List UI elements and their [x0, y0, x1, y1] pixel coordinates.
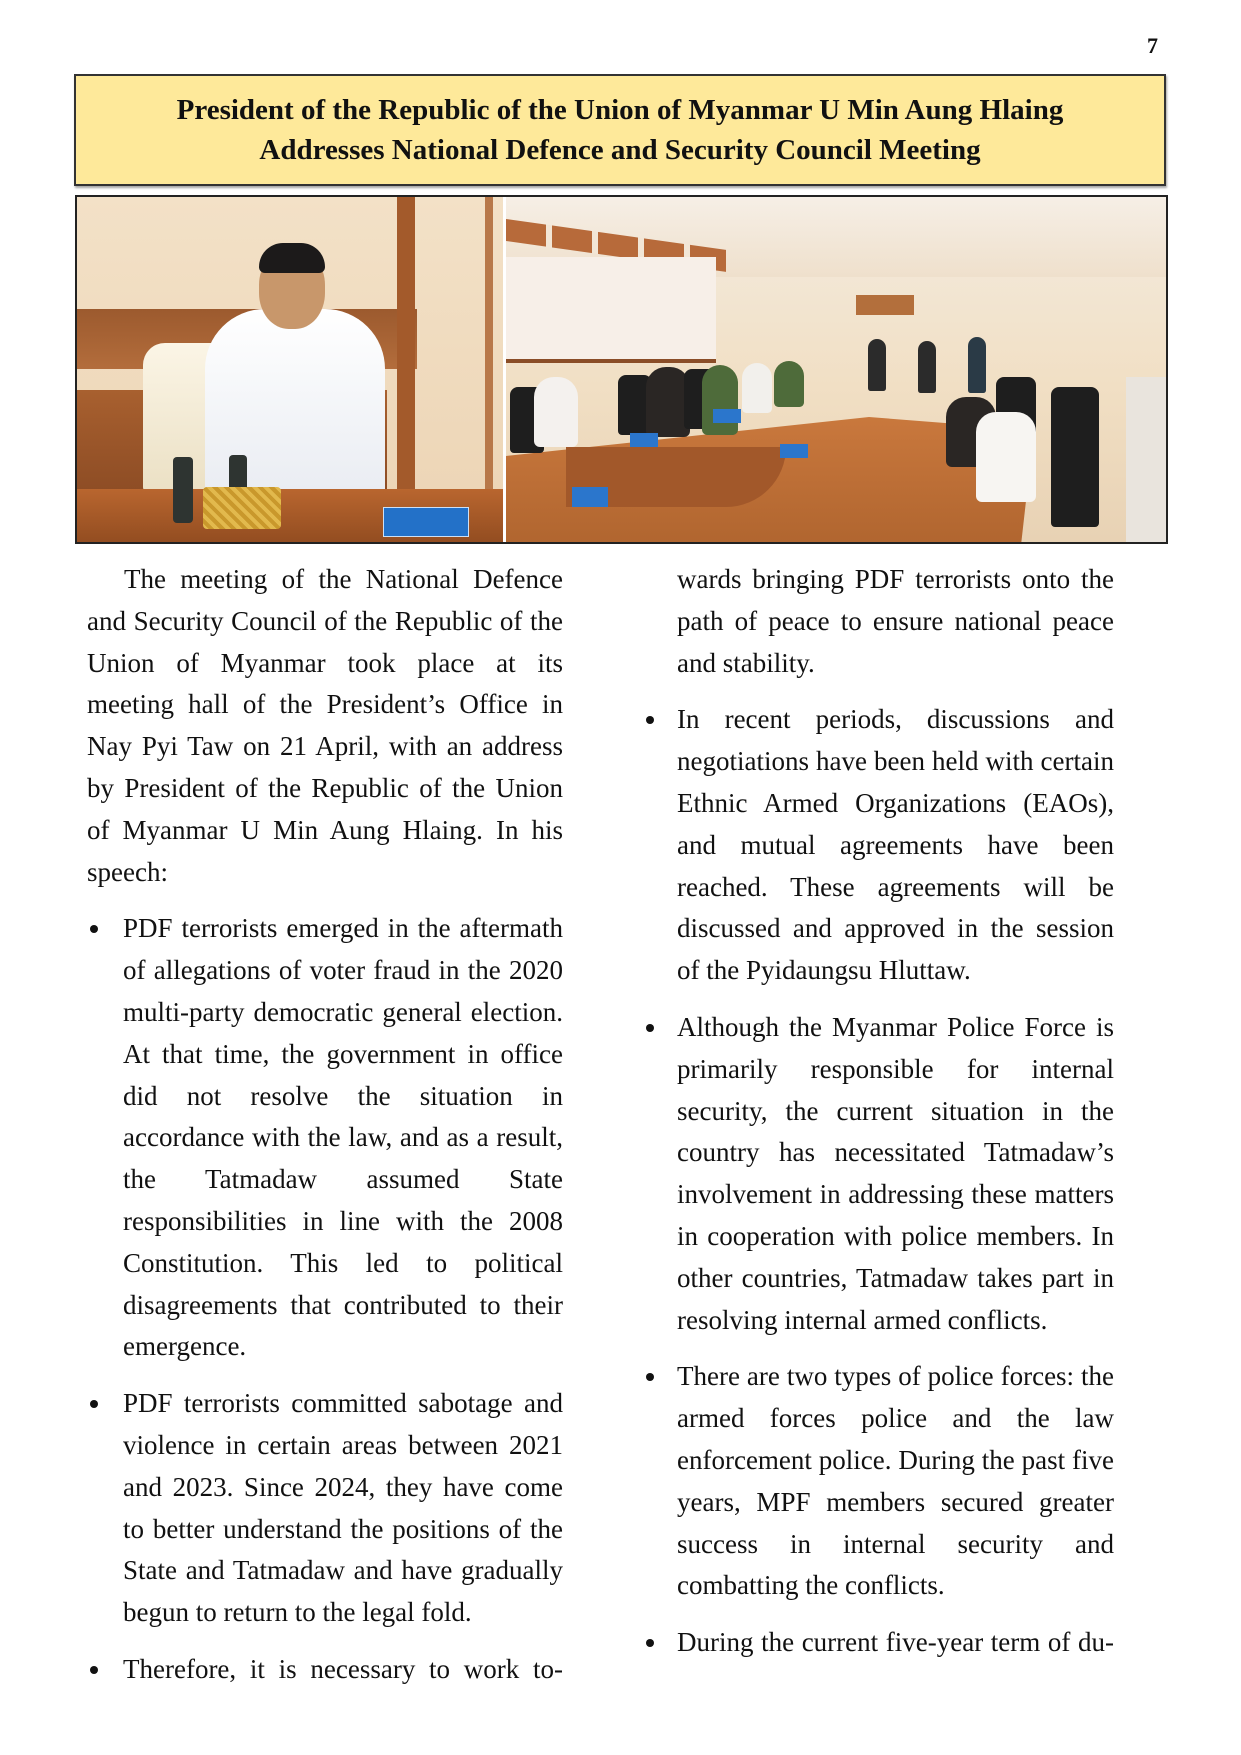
bullet-icon — [90, 925, 98, 933]
name-plate-shape — [383, 507, 469, 537]
bullet-list-right — [646, 699, 1114, 1664]
bullet-item — [646, 1356, 1114, 1607]
bullet-list-left — [87, 908, 563, 1690]
photo-president-speaking — [77, 197, 506, 542]
bullet-text: PDF terrorists committed sabotage and violence in certain areas between 2021 and 2023. Since 2024, they have come to better understand the positions of the State and Tatmadaw and have gradually begun to return to the legal fold. — [123, 1388, 563, 1628]
bullet-icon — [90, 1666, 98, 1674]
tissue-box-shape — [203, 487, 281, 529]
bullet-continuation: wards bringing PDF terrorists onto the path of peace to ensure national peace and stability. — [677, 564, 1114, 678]
page-number: 7 — [1147, 33, 1158, 58]
bullet-icon — [646, 1639, 654, 1647]
bullet-item — [646, 1622, 1114, 1664]
headline-line-1: President of the Republic of the Union of Myanmar U Min Aung Hlaing — [176, 94, 1064, 126]
bullet-item — [646, 699, 1114, 992]
bullet-item — [87, 908, 563, 1368]
bullet-item — [87, 1383, 563, 1634]
headline-line-2: Addresses National Defence and Security Council Meeting — [259, 134, 981, 166]
article-column-right — [646, 559, 1114, 1664]
bullet-icon — [646, 716, 654, 724]
article-column-left — [87, 559, 563, 1691]
bullet-item — [646, 1007, 1114, 1341]
photo-strip — [75, 195, 1168, 544]
bullet-text: In recent periods, discussions and negotiations have been held with certain Ethnic Armed Organizations (EAOs), and mutual agreements have been reached. These agreements will be discussed and approved in the session of the Pyidaungsu Hluttaw. — [677, 704, 1114, 986]
screen-shape — [506, 257, 716, 363]
bullet-text: There are two types of police forces: the armed forces police and the law enforcement police. During the past five years, MPF members secured greater success in internal security and combatting the conflicts. — [677, 1361, 1114, 1601]
bullet-text: Therefore, it is necessary to work to- — [123, 1653, 563, 1684]
bullet-text: Although the Myanmar Police Force is primarily responsible for internal security, the current situation in the country has necessitated Tatmadaw’s involvement in addressing these matters in cooperation with police members. In other countries, Tatmadaw takes part in resolving internal armed conflicts. — [677, 1011, 1114, 1335]
headline-box — [74, 74, 1166, 186]
bullet-item — [87, 1649, 563, 1691]
bullet-icon — [646, 1024, 654, 1032]
bullet-icon — [90, 1400, 98, 1408]
bullet-text: PDF terrorists emerged in the aftermath of allegations of voter fraud in the 2020 multi-party democratic general election. At that time, the government in office did not resolve the situation in accordance with the law, and as a result, the Tatmadaw assumed State responsibilities in line with the 2008 Constitution. This led to political disagreements that contributed to their emergence. — [123, 913, 563, 1362]
photo-council-meeting — [506, 197, 1166, 542]
bullet-icon — [646, 1373, 654, 1381]
bullet-text: During the current five-year term of du- — [677, 1627, 1114, 1658]
article-intro: The meeting of the National Defence and Security Council of the Republic of the Union of Myanmar took place at its meeting hall of the President’s Office in Nay Pyi Taw on 21 April, with an address by President of the Republic of the Union of Myanmar U Min Aung Hlaing. In his speech: — [87, 564, 563, 887]
